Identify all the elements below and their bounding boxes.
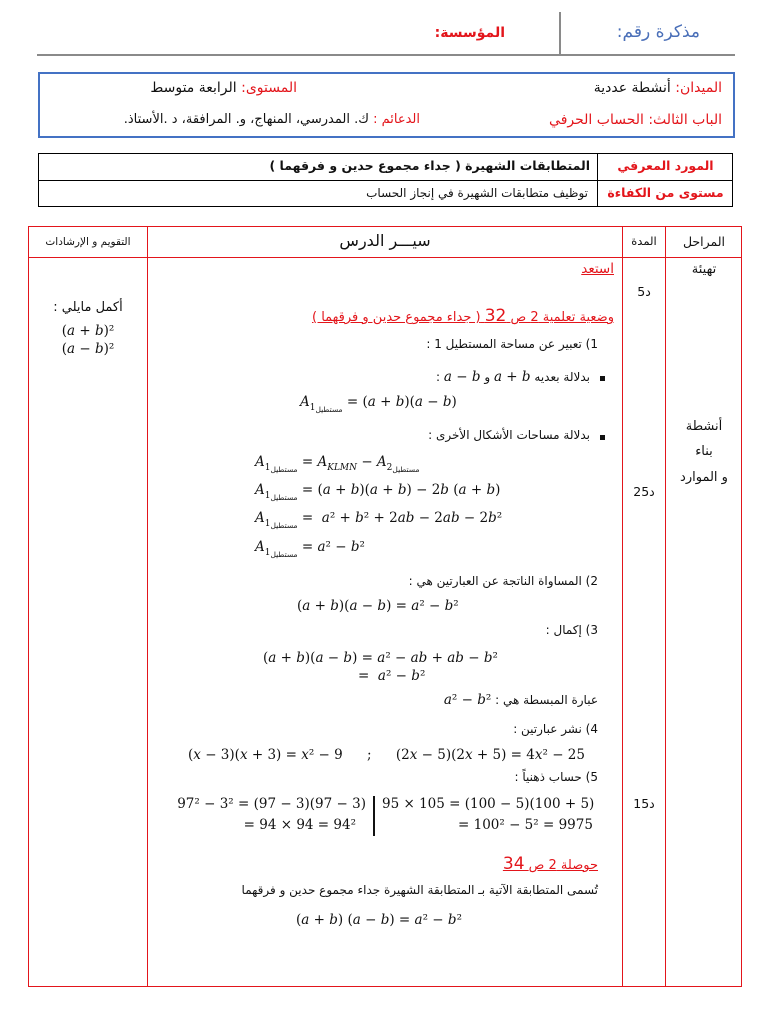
area-var: A: [317, 454, 328, 470]
area-var: A: [300, 394, 310, 410]
area-index: 1: [264, 463, 271, 473]
area-var: A: [255, 539, 265, 555]
area-var: A: [255, 510, 265, 526]
evaluation-item: [29, 320, 147, 339]
duration-activities: 25د: [633, 484, 655, 499]
evaluation-item: [29, 338, 147, 357]
formula-area-step: [255, 510, 503, 530]
competence-value: توظيف متطابقات الشهيرة في إنجاز الحساب: [366, 186, 588, 200]
evaluation-item-text: (a + b)²: [61, 323, 115, 339]
bullet-icon: [600, 435, 605, 440]
domain-field: [594, 80, 722, 96]
area-index: 1: [264, 519, 271, 529]
area-label: [255, 510, 298, 530]
school-label: المؤسسة:: [434, 25, 505, 41]
equals-sign: =: [301, 454, 314, 470]
situation-topic: ( جداء مجموع حدين و فرقهما ): [311, 310, 481, 325]
resource-table-row-divider: [38, 180, 733, 181]
header-rule: [37, 54, 735, 56]
formula-rhs: = (a + b)(a − b): [346, 394, 457, 410]
formula-rhs: = a² − b²: [301, 539, 365, 555]
area-index: 1: [264, 491, 271, 501]
situation-text: وضعية تعلمية 2 ص: [510, 310, 614, 325]
formula-area-difference: [255, 454, 420, 474]
situation-heading: [312, 306, 614, 326]
evaluation-item-text: (a − b)²: [61, 341, 115, 357]
separator: ;: [367, 747, 372, 763]
area-word: مستطيل: [315, 405, 343, 414]
header-divider: [559, 12, 561, 54]
area-klmn: KLMN: [327, 463, 358, 473]
expansion-line-1: (a + b)(a − b) = a² − ab + ab − b²: [263, 650, 498, 666]
formula-area-step: [255, 482, 501, 502]
duration-practice: 15د: [633, 796, 655, 811]
area-var: A: [255, 482, 265, 498]
area-klmn-label: [317, 454, 358, 473]
stage-resources: و الموارد: [680, 470, 728, 485]
domain-label: الميدان:: [675, 80, 722, 96]
identity-equation: (a + b)(a − b) = a² − b²: [297, 598, 459, 614]
area-var: A: [255, 454, 265, 470]
competence-label: مستوى من الكفاءة: [607, 185, 724, 200]
mental-calc-right-line-1: 95 × 105 = (100 − 5)(100 + 5): [382, 796, 595, 812]
simplified-expression: [444, 692, 598, 708]
expansion-example: (x − 3)(x + 3) = x² − 9: [188, 747, 343, 763]
question-5: 5) حساب ذهنياً :: [514, 770, 598, 784]
area-index: 2: [386, 463, 393, 473]
area-index: 1: [309, 403, 316, 413]
header-duration: المدة: [631, 234, 657, 248]
supports-label: الدعائم :: [373, 112, 420, 127]
formula-rhs: = (a + b)(a + b) − 2b (a + b): [301, 482, 501, 498]
area-word: مستطيل: [270, 465, 298, 474]
summary-statement: تُسمى المتطابقة الآتية بـ المتطابقة الشهيرة جداء مجموع حدين و فرقهما: [241, 883, 598, 897]
area-var: A: [376, 454, 387, 470]
area-label: [255, 482, 298, 502]
question-2: 2) المساواة الناتجة عن العبارتين هي :: [408, 574, 598, 588]
header-course: سيـــر الدرس: [339, 231, 431, 250]
supports-field: [124, 112, 420, 127]
formula-area-result: [255, 539, 365, 559]
bullet-dimensions-text: بدلالة بعديه: [534, 370, 590, 384]
stage-warmup: تهيئة: [691, 262, 717, 277]
simplified-value: a² − b²: [443, 692, 492, 708]
memo-number-label: مذكرة رقم:: [616, 22, 700, 42]
bullet-icon: [600, 376, 605, 381]
summary-identity: (a + b) (a − b) = a² − b²: [296, 912, 462, 928]
mental-calc-divider: [373, 796, 375, 836]
domain-value: أنشطة عددية: [593, 80, 671, 96]
area-label: [300, 394, 343, 414]
level-value: الرابعة متوسط: [150, 80, 237, 96]
mental-calc-right-line-2: = 100² − 5² = 9975: [458, 817, 593, 833]
expansion-example: (2x − 5)(2x + 5) = 4x² − 25: [395, 747, 585, 763]
resource-label: المورد المعرفي: [617, 158, 714, 173]
area-label: [376, 454, 420, 474]
area-word: مستطيل: [270, 550, 298, 559]
mental-calc-left-line-1: 97² − 3² = (97 − 3)(97 − 3): [177, 796, 366, 812]
summary-page: 34: [502, 854, 525, 874]
formula-area-product: [300, 394, 457, 414]
supports-value: ك. المدرسي، المنهاج، و. المرافقة، د .الأستاذ.: [123, 112, 369, 127]
dimension-2: a − b: [443, 369, 481, 385]
bullet-other-shapes: بدلالة مساحات الأشكال الأخرى :: [428, 428, 590, 442]
dimension-1: a + b: [493, 369, 531, 385]
resource-value: المتطابقات الشهيرة ( جداء مجموع حدين و فرقهما ): [269, 158, 590, 173]
summary-heading: [503, 854, 598, 874]
chapter-title: الباب الثالث: الحساب الحرفي: [549, 112, 722, 128]
area-word: مستطيل: [392, 465, 420, 474]
header-evaluation: التقويم و الإرشادات: [45, 236, 131, 248]
conjunction: و: [484, 370, 491, 384]
lesson-table-col-divider: [147, 226, 148, 987]
ready-heading: استعد: [581, 261, 614, 277]
lesson-table-header-divider: [28, 257, 742, 258]
duration-warmup: 5د: [637, 284, 651, 299]
stage-activities: أنشطة: [685, 419, 723, 434]
bullet-dimensions: [436, 369, 590, 385]
area-word: مستطيل: [270, 521, 298, 530]
formula-rhs: = a² + b² + 2ab − 2ab − 2b²: [301, 510, 503, 526]
lesson-table-col-divider: [622, 226, 623, 987]
minus-sign: −: [361, 454, 373, 470]
summary-text: حوصلة 2 ص: [528, 858, 598, 873]
evaluation-prompt: أكمل مايلي :: [53, 300, 123, 315]
lesson-table-col-divider: [665, 226, 666, 987]
area-index: 1: [264, 548, 271, 558]
level-label: المستوى:: [241, 80, 297, 96]
area-word: مستطيل: [270, 493, 298, 502]
area-label: [255, 454, 298, 474]
situation-page: 32: [484, 306, 507, 326]
header-stages: المراحل: [682, 234, 726, 249]
question-1: 1) تعبير عن مساحة المستطيل 1 :: [426, 337, 598, 351]
level-field: [150, 80, 297, 96]
stage-building: بناء: [695, 444, 713, 459]
colon: :: [436, 370, 441, 384]
area-label: [255, 539, 298, 559]
simplified-label: عبارة المبسطة هي :: [495, 693, 598, 707]
expansion-line-2: = a² − b²: [358, 668, 426, 684]
mental-calc-left-line-2: = 94 × 94 = 94²: [243, 817, 356, 833]
question-4: 4) نشر عبارتين :: [513, 722, 598, 736]
expansion-examples: [188, 747, 585, 763]
question-3: 3) إكمال :: [545, 623, 598, 637]
